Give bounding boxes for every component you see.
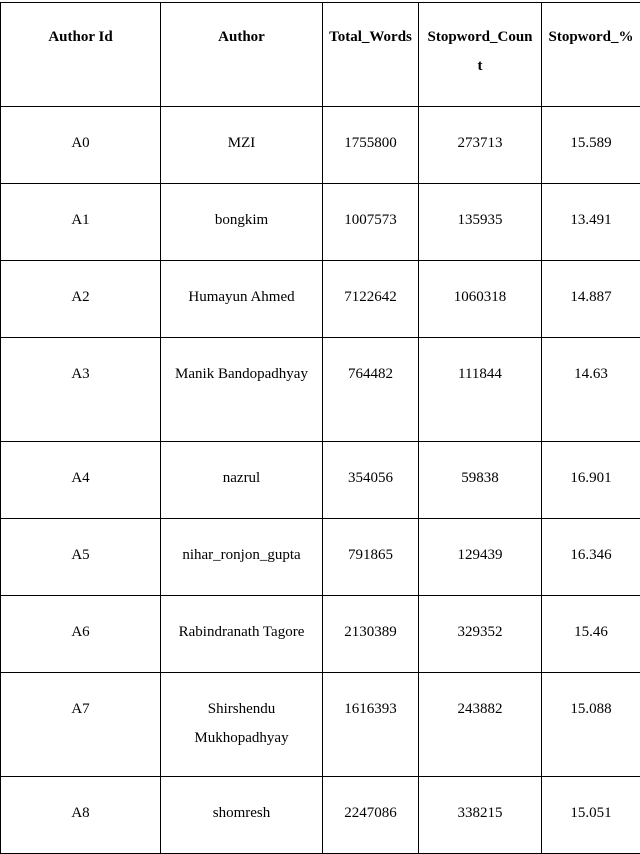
cell-author-id: A6 <box>1 596 161 673</box>
cell-author-id: A5 <box>1 519 161 596</box>
table-row <box>1 338 640 442</box>
table-row <box>1 777 640 854</box>
cell-stopword-percent: 15.589 <box>542 107 640 184</box>
cell-stopword-count: 59838 <box>419 442 542 519</box>
cell-author-id: A3 <box>1 338 161 442</box>
cell-stopword-count: 243882 <box>419 673 542 777</box>
author-name: bongkim <box>215 212 268 228</box>
table-row <box>1 519 640 596</box>
cell-stopword-count: 129439 <box>419 519 542 596</box>
header-stopword-count: Stopword_Count <box>419 3 542 107</box>
cell-total-words: 1007573 <box>323 184 419 261</box>
cell-author-id: A7 <box>1 673 161 777</box>
cell-stopword-percent: 13.491 <box>542 184 640 261</box>
header-stopword-percent: Stopword_% <box>542 3 640 107</box>
table-row <box>1 184 640 261</box>
table-row <box>1 442 640 519</box>
header-author-id: Author Id <box>1 3 161 107</box>
cell-total-words: 1755800 <box>323 107 419 184</box>
cell-author-id: A8 <box>1 777 161 854</box>
cell-author <box>161 673 323 777</box>
cell-author-id: A4 <box>1 442 161 519</box>
cell-total-words: 1616393 <box>323 673 419 777</box>
cell-author <box>161 519 323 596</box>
cell-stopword-percent: 14.63 <box>542 338 640 442</box>
cell-stopword-percent: 16.346 <box>542 519 640 596</box>
author-name: Manik Bandopadhyay <box>175 366 308 382</box>
cell-stopword-count: 1060318 <box>419 261 542 338</box>
cell-stopword-count: 273713 <box>419 107 542 184</box>
cell-total-words: 791865 <box>323 519 419 596</box>
author-name: shomresh <box>213 805 271 821</box>
cell-author <box>161 596 323 673</box>
cell-total-words: 7122642 <box>323 261 419 338</box>
author-name: MZI <box>228 135 256 151</box>
cell-stopword-count: 329352 <box>419 596 542 673</box>
cell-stopword-percent: 15.46 <box>542 596 640 673</box>
author-stopword-table <box>0 2 640 854</box>
cell-stopword-percent: 14.887 <box>542 261 640 338</box>
cell-author <box>161 777 323 854</box>
author-name: nihar_ronjon_gupta <box>182 547 300 563</box>
cell-total-words: 2247086 <box>323 777 419 854</box>
cell-stopword-count: 111844 <box>419 338 542 442</box>
author-name: Humayun Ahmed <box>188 289 294 305</box>
cell-total-words: 2130389 <box>323 596 419 673</box>
author-name: Rabindranath Tagore <box>179 624 305 640</box>
cell-stopword-percent: 16.901 <box>542 442 640 519</box>
cell-stopword-count: 135935 <box>419 184 542 261</box>
table-row <box>1 673 640 777</box>
cell-author <box>161 338 323 442</box>
cell-author <box>161 442 323 519</box>
cell-stopword-count: 338215 <box>419 777 542 854</box>
header-author: Author <box>161 3 323 107</box>
author-name: nazrul <box>223 470 260 486</box>
cell-author <box>161 184 323 261</box>
cell-author-id: A0 <box>1 107 161 184</box>
cell-total-words: 764482 <box>323 338 419 442</box>
cell-author-id: A2 <box>1 261 161 338</box>
cell-total-words: 354056 <box>323 442 419 519</box>
table-row <box>1 261 640 338</box>
cell-author <box>161 107 323 184</box>
table-header-row <box>1 3 640 107</box>
cell-author <box>161 261 323 338</box>
author-name: Shirshendu Mukhopadhyay <box>194 701 288 746</box>
cell-stopword-percent: 15.088 <box>542 673 640 777</box>
table-row <box>1 107 640 184</box>
table-row <box>1 596 640 673</box>
cell-author-id: A1 <box>1 184 161 261</box>
header-total-words: Total_Words <box>323 3 419 107</box>
cell-stopword-percent: 15.051 <box>542 777 640 854</box>
